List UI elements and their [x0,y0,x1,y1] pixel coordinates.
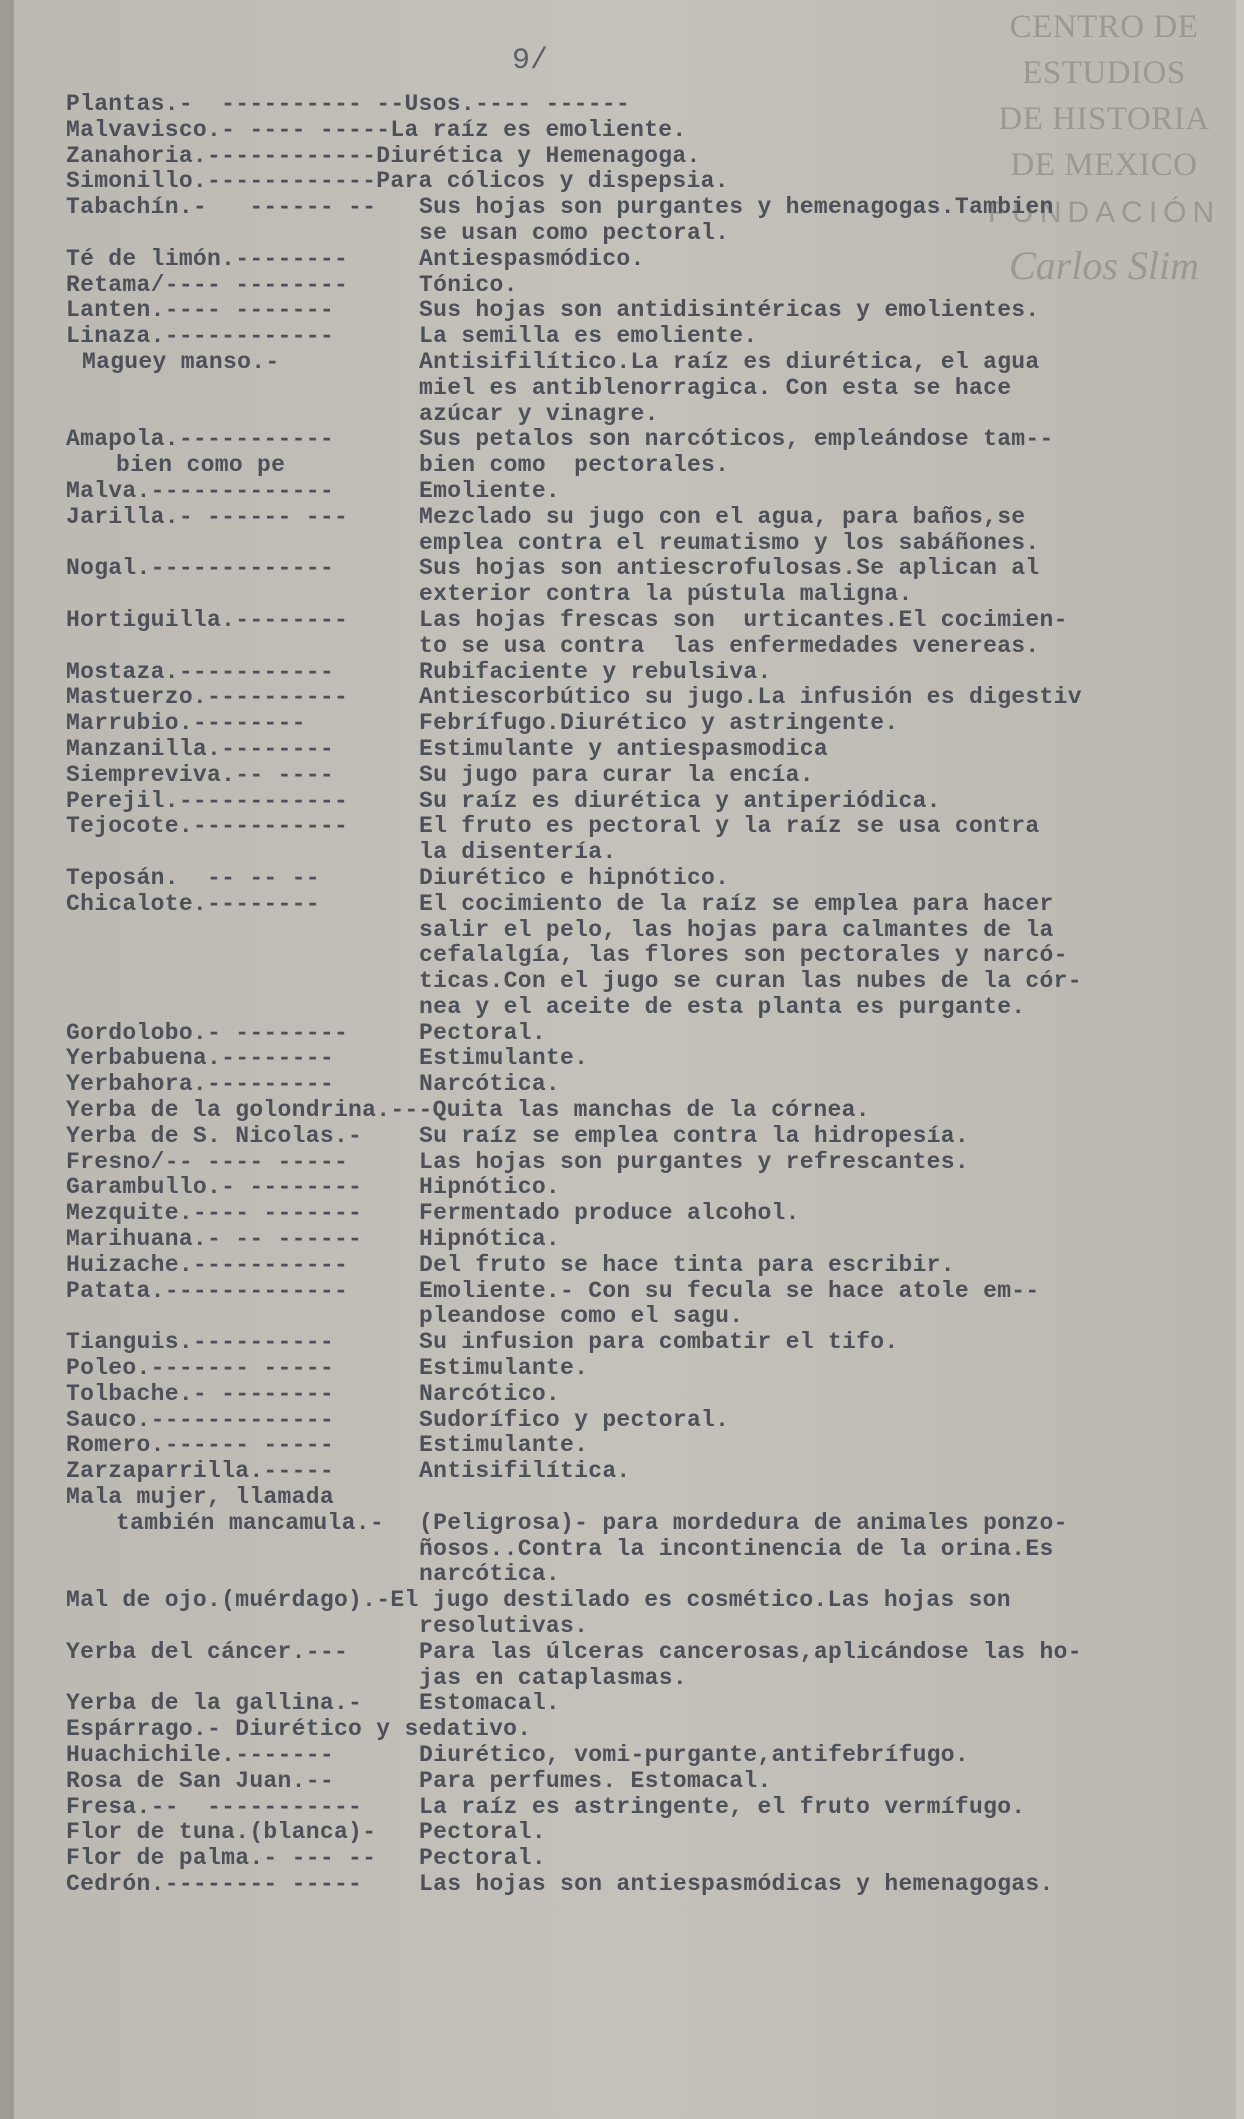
list-item [14,995,1236,1021]
list-item [14,918,1236,944]
plant-name: Simonillo.------------Para cólicos y dispepsia. [66,168,729,195]
list-item [14,324,1236,350]
plant-name: Plantas.- ---------- --Usos.---- ------ [66,91,631,117]
plant-use: Para las úlceras cancerosas,aplicándose las ho- [419,1638,1082,1665]
plant-name: Flor de tuna.(blanca)- [66,1819,377,1846]
plant-use: Rubifaciente y rebulsiva. [419,658,772,685]
page-number: 9/ [512,44,549,78]
list-item [14,221,1236,247]
plant-name: Yerba del cáncer.--- [66,1638,349,1665]
plant-use: Fermentado produce alcohol. [419,1200,800,1227]
list-item [14,92,1236,118]
list-item [14,608,1236,634]
plant-use: emplea contra el reumatismo y los sabáñones. [419,529,1040,556]
plant-use: nea y el aceite de esta planta es purgante. [419,993,1026,1020]
plant-use: cefalalgía, las flores son pectorales y narcó- [419,942,1068,969]
list-item [14,789,1236,815]
plant-name: Malva.------------- [66,477,334,504]
plant-use: Narcótico. [419,1380,561,1407]
plant-use: azúcar y vinagre. [419,400,659,427]
plant-name: Rosa de San Juan.-- [66,1767,334,1794]
plant-use: Pectoral. [419,1845,546,1872]
list-item [14,1201,1236,1227]
list-item [14,531,1236,557]
plant-use: salir el pelo, las hojas para calmantes de la [419,916,1054,943]
plant-use: Emoliente.- Con su fecula se hace atole em-- [419,1277,1040,1304]
plant-use: Las hojas frescas son urticantes.El cocimien- [419,606,1068,633]
list-item [14,1691,1236,1717]
list-item [14,195,1236,221]
list-item [14,1459,1236,1485]
plant-use: Pectoral. [419,1819,546,1846]
plant-name: Flor de palma.- --- -- [66,1845,377,1872]
plant-uses-list [14,92,1236,1898]
list-item [14,1588,1236,1614]
plant-use: Las hojas son antiespasmódicas y hemenagogas. [419,1870,1054,1897]
plant-name: Maguey manso.- [82,348,280,375]
plant-name: Huizache.----------- [66,1251,349,1278]
list-item [14,866,1236,892]
list-item [14,1072,1236,1098]
plant-use: Las hojas son purgantes y refrescantes. [419,1148,969,1175]
list-item [14,1846,1236,1872]
list-item [14,1382,1236,1408]
plant-name: Poleo.------- ----- [66,1355,334,1382]
plant-use: narcótica. [419,1561,561,1588]
plant-name: Linaza.------------ [66,323,334,350]
list-item [14,969,1236,995]
list-item [14,660,1236,686]
plant-name: Gordolobo.- -------- [66,1019,349,1046]
plant-use: Hipnótico. [419,1174,561,1201]
list-item [14,1279,1236,1305]
plant-name: también mancamula.- [116,1509,384,1536]
plant-name: Teposán. -- -- -- [66,864,320,891]
list-item [14,1769,1236,1795]
list-item [14,1820,1236,1846]
plant-use: Antisifilítico.La raíz es diurética, el agua [419,348,1040,375]
plant-use: Del fruto se hace tinta para escribir. [419,1251,955,1278]
plant-use: Pectoral. [419,1019,546,1046]
list-item [14,479,1236,505]
list-item [14,1640,1236,1666]
plant-name: Yerbahora.--------- [66,1071,334,1098]
list-item [14,1304,1236,1330]
plant-use: La semilla es emoliente. [419,323,758,350]
plant-use: Antisifilítica. [419,1458,631,1485]
list-item [14,1485,1236,1511]
plant-name: Mal de ojo.(muérdago).-El jugo destilado es cosmético.Las hojas son [66,1587,1011,1614]
plant-name: Chicalote.-------- [66,890,320,917]
list-item [14,1408,1236,1434]
plant-name: Espárrago.- Diurético y sedativo. [66,1716,532,1743]
plant-name: Amapola.----------- [66,426,334,453]
list-item [14,1227,1236,1253]
plant-name: Tabachín.- ------ -- [66,194,377,221]
list-item [14,118,1236,144]
plant-use: El fruto es pectoral y la raíz se usa contra [419,813,1040,840]
plant-use: jas en cataplasmas. [419,1664,687,1691]
plant-name: Lanten.---- ------- [66,297,334,324]
list-item [14,582,1236,608]
plant-use: Emoliente. [419,477,561,504]
watermark-line: ESTUDIOS [1022,55,1186,91]
plant-name: Mezquite.---- ------- [66,1200,363,1227]
plant-name: Siempreviva.-- ---- [66,761,334,788]
plant-name: Cedrón.-------- ----- [66,1870,363,1897]
plant-name: Zarzaparrilla.----- [66,1458,334,1485]
list-item [14,737,1236,763]
plant-name: Hortiguilla.-------- [66,606,349,633]
plant-use: Estimulante. [419,1045,589,1072]
list-item [14,1666,1236,1692]
plant-use: Su raíz se emplea contra la hidropesía. [419,1122,969,1149]
plant-use: ñosos..Contra la incontinencia de la orina.Es [419,1535,1054,1562]
plant-use: Tónico. [419,271,518,298]
list-item [14,685,1236,711]
plant-use: miel es antiblenorragica. Con esta se hace [419,374,1012,401]
list-item [14,376,1236,402]
watermark-line: DE MEXICO [1010,147,1198,183]
list-item [14,505,1236,531]
list-item [14,1511,1236,1537]
plant-name: Mastuerzo.---------- [66,684,349,711]
list-item [14,350,1236,376]
plant-name: Tolbache.- -------- [66,1380,334,1407]
plant-use: (Peligrosa)- para mordedura de animales ponzo- [419,1509,1068,1536]
list-item [14,273,1236,299]
plant-use: Sus hojas son purgantes y hemenagogas.Tambien [419,194,1054,221]
plant-use: ticas.Con el jugo se curan las nubes de la cór- [419,968,1082,995]
plant-name: Garambullo.- -------- [66,1174,363,1201]
plant-name: Marrubio.-------- [66,710,306,737]
plant-use: bien como pectorales. [419,452,730,479]
list-item [14,1795,1236,1821]
plant-use: Hipnótica. [419,1226,561,1253]
list-item [14,1175,1236,1201]
plant-use: Diurético, vomi-purgante,antifebrífugo. [419,1742,969,1768]
plant-name: Malvavisco.- ---- -----La raíz es emoliente. [66,116,687,143]
plant-name: Té de limón.-------- [66,245,349,272]
plant-name: Patata.------------- [66,1277,349,1304]
plant-use: Sudorífico y pectoral. [419,1406,730,1433]
plant-use: Febrífugo.Diurético y astringente. [419,710,899,737]
list-item [14,943,1236,969]
list-item [14,556,1236,582]
watermark-line: CENTRO DE [1009,9,1199,45]
list-item [14,763,1236,789]
plant-use: Sus petalos son narcóticos, empleándose tam-- [419,426,1054,453]
typewritten-page [14,0,1236,2119]
plant-use: Antiescorbútico su jugo.La infusión es digestiv [419,684,1082,711]
plant-name: Manzanilla.-------- [66,735,334,762]
list-item [14,814,1236,840]
list-item [14,634,1236,660]
plant-use: Narcótica. [419,1071,561,1098]
list-item [14,169,1236,195]
plant-name: Fresa.-- ----------- [66,1793,363,1820]
plant-use: resolutivas. [419,1613,589,1640]
plant-use: El cocimiento de la raíz se emplea para hacer [419,890,1054,917]
plant-name: Mala mujer, llamada [66,1484,334,1511]
plant-use: La raíz es astringente, el fruto vermífugo. [419,1793,1026,1820]
plant-use: Sus hojas son antiescrofulosas.Se aplican al [419,555,1040,582]
list-item [14,1124,1236,1150]
list-item [14,1433,1236,1459]
plant-name: Huachichile.------- [66,1742,334,1768]
plant-name: Nogal.------------- [66,555,334,582]
list-item [14,1356,1236,1382]
watermark-signature: Carlos Slim [1008,243,1200,288]
plant-name: Mostaza.----------- [66,658,334,685]
plant-use: Su jugo para curar la encía. [419,761,814,788]
plant-use: Estomacal. [419,1690,561,1717]
list-item [14,247,1236,273]
list-item [14,402,1236,428]
plant-name: Yerba de la gallina.- [66,1690,363,1717]
list-item [14,1717,1236,1743]
plant-name: Romero.------ ----- [66,1432,334,1459]
plant-use: Estimulante. [419,1355,589,1382]
list-item [14,1872,1236,1898]
plant-use: exterior contra la pústula maligna. [419,581,913,608]
plant-use: se usan como pectoral. [419,219,730,246]
list-item [14,1150,1236,1176]
list-item [14,840,1236,866]
list-item [14,1537,1236,1563]
list-item [14,1253,1236,1279]
plant-name: Tejocote.----------- [66,813,349,840]
plant-name: Yerba de la golondrina.---Quita las manchas de la córnea. [66,1097,870,1124]
watermark-foundation: FUNDACIÓN [987,196,1221,229]
plant-use: Para perfumes. Estomacal. [419,1767,772,1794]
list-item [14,144,1236,170]
plant-name: Marihuana.- -- ------ [66,1226,363,1253]
plant-name: Perejil.------------ [66,787,349,814]
list-item [14,298,1236,324]
plant-use: Su infusion para combatir el tifo. [419,1329,899,1356]
list-item [14,1743,1236,1769]
plant-name: bien como pe [116,452,286,479]
plant-use: Estimulante y antiespasmodica [419,735,828,762]
plant-name: Retama/---- -------- [66,271,349,298]
list-item [14,711,1236,737]
list-item [14,1098,1236,1124]
plant-name: Yerbabuena.-------- [66,1045,334,1072]
plant-use: la disentería. [419,839,617,866]
list-item [14,1562,1236,1588]
list-item [14,1046,1236,1072]
plant-use: to se usa contra las enfermedades venereas. [419,632,1040,659]
plant-use: Su raíz es diurética y antiperiódica. [419,787,941,814]
plant-name: Zanahoria.------------Diurética y Hemenagoga. [66,142,701,169]
plant-use: pleandose como el sagu. [419,1303,744,1330]
plant-use: Diurético e hipnótico. [419,864,730,891]
list-item [14,453,1236,479]
watermark-line: DE HISTORIA [998,101,1210,137]
plant-name: Yerba de S. Nicolas.- [66,1122,363,1149]
plant-use: Antiespasmódico. [419,245,645,272]
plant-name: Sauco.------------- [66,1406,334,1433]
plant-name: Fresno/-- ---- ----- [66,1148,349,1175]
list-item [14,1021,1236,1047]
plant-use: Mezclado su jugo con el agua, para baños,se [419,503,1026,530]
plant-name: Tianguis.---------- [66,1329,334,1356]
plant-use: Sus hojas son antidisintéricas y emolientes. [419,297,1040,324]
list-item [14,892,1236,918]
plant-name: Jarilla.- ------ --- [66,503,349,530]
list-item [14,1330,1236,1356]
plant-use: Estimulante. [419,1432,589,1459]
list-item [14,427,1236,453]
list-item [14,1614,1236,1640]
